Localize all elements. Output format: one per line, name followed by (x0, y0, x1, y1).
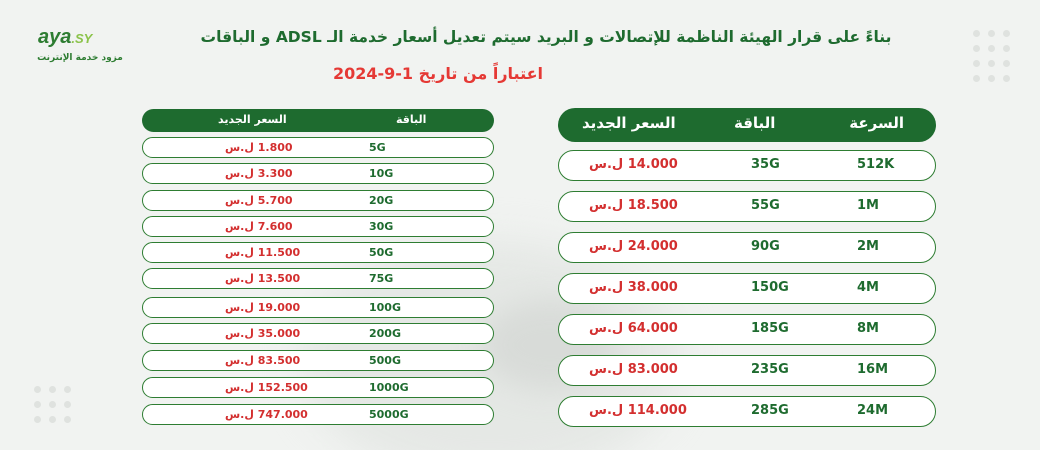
table-row (558, 355, 936, 386)
decorative-dots-bottom-left (34, 386, 71, 423)
logo-word: aya (38, 26, 72, 48)
price-cell: 14.000 ل.س (589, 157, 678, 172)
speed-cell: 512K (857, 157, 895, 172)
price-cell: 83.000 ل.س (589, 362, 678, 377)
speed-column-header: السرعة (849, 114, 904, 132)
speed-cell: 1M (857, 198, 879, 213)
price-cell: 13.500 ل.س (225, 272, 301, 285)
table-row (142, 163, 494, 184)
package-cell: 185G (751, 321, 789, 336)
price-cell: 747.000 ل.س (225, 408, 308, 421)
price-cell: 11.500 ل.س (225, 246, 301, 259)
package-cell: 235G (751, 362, 789, 377)
price-cell: 114.000 ل.س (589, 403, 687, 418)
speed-cell: 24M (857, 403, 889, 418)
speed-table-header (558, 108, 936, 142)
table-row (142, 297, 494, 318)
package-column-header: الباقة (396, 113, 427, 126)
table-row (142, 268, 494, 289)
aya-logo (34, 26, 126, 70)
price-cell: 38.000 ل.س (589, 280, 678, 295)
logo-suffix: .SY (71, 31, 93, 46)
package-cell: 100G (369, 301, 401, 314)
package-cell: 90G (751, 239, 780, 254)
speed-cell: 4M (857, 280, 879, 295)
table-row (558, 314, 936, 345)
price-column-header: السعر الجديد (218, 113, 287, 126)
speed-cell: 2M (857, 239, 879, 254)
price-cell: 1.800 ل.س (225, 141, 293, 154)
table-row (142, 137, 494, 158)
table-row (142, 190, 494, 211)
table-row (142, 216, 494, 237)
price-cell: 24.000 ل.س (589, 239, 678, 254)
page-subtitle-date: اعتباراً من تاريخ 1-9-2024 (332, 64, 544, 83)
logo-tagline: مزود خدمة الإنترنت (37, 53, 123, 63)
package-cell: 20G (369, 194, 394, 207)
price-cell: 5.700 ل.س (225, 194, 293, 207)
package-column-header: الباقة (734, 114, 776, 132)
price-cell: 18.500 ل.س (589, 198, 678, 213)
package-cell: 35G (751, 157, 780, 172)
price-cell: 64.000 ل.س (589, 321, 678, 336)
table-row (142, 404, 494, 425)
package-cell: 285G (751, 403, 789, 418)
package-cell: 30G (369, 220, 394, 233)
speed-cell: 8M (857, 321, 879, 336)
package-cell: 150G (751, 280, 789, 295)
table-row (142, 242, 494, 263)
decorative-dots-top-right (973, 30, 1010, 82)
table-row (558, 273, 936, 304)
package-cell: 55G (751, 198, 780, 213)
package-cell: 200G (369, 327, 401, 340)
price-column-header: السعر الجديد (582, 114, 676, 132)
package-cell: 5000G (369, 408, 409, 421)
package-cell: 75G (369, 272, 394, 285)
page-title: بناءً على قرار الهيئة الناظمة للإتصالات و البريد سيتم تعديل أسعار خدمة الـ ADSL و الباقات (200, 28, 892, 46)
price-cell: 83.500 ل.س (225, 354, 301, 367)
price-cell: 19.000 ل.س (225, 301, 301, 314)
table-row (558, 396, 936, 427)
table-row (142, 323, 494, 344)
package-cell: 5G (369, 141, 386, 154)
table-row (558, 232, 936, 263)
table-row (558, 191, 936, 222)
package-cell: 50G (369, 246, 394, 259)
package-cell: 1000G (369, 381, 409, 394)
package-table-header (142, 109, 494, 132)
price-cell: 35.000 ل.س (225, 327, 301, 340)
package-cell: 10G (369, 167, 394, 180)
speed-cell: 16M (857, 362, 889, 377)
logo-wordmark (38, 26, 92, 49)
price-cell: 3.300 ل.س (225, 167, 293, 180)
package-cell: 500G (369, 354, 401, 367)
table-row (558, 150, 936, 181)
table-row (142, 377, 494, 398)
price-cell: 152.500 ل.س (225, 381, 308, 394)
table-row (142, 350, 494, 371)
price-cell: 7.600 ل.س (225, 220, 293, 233)
